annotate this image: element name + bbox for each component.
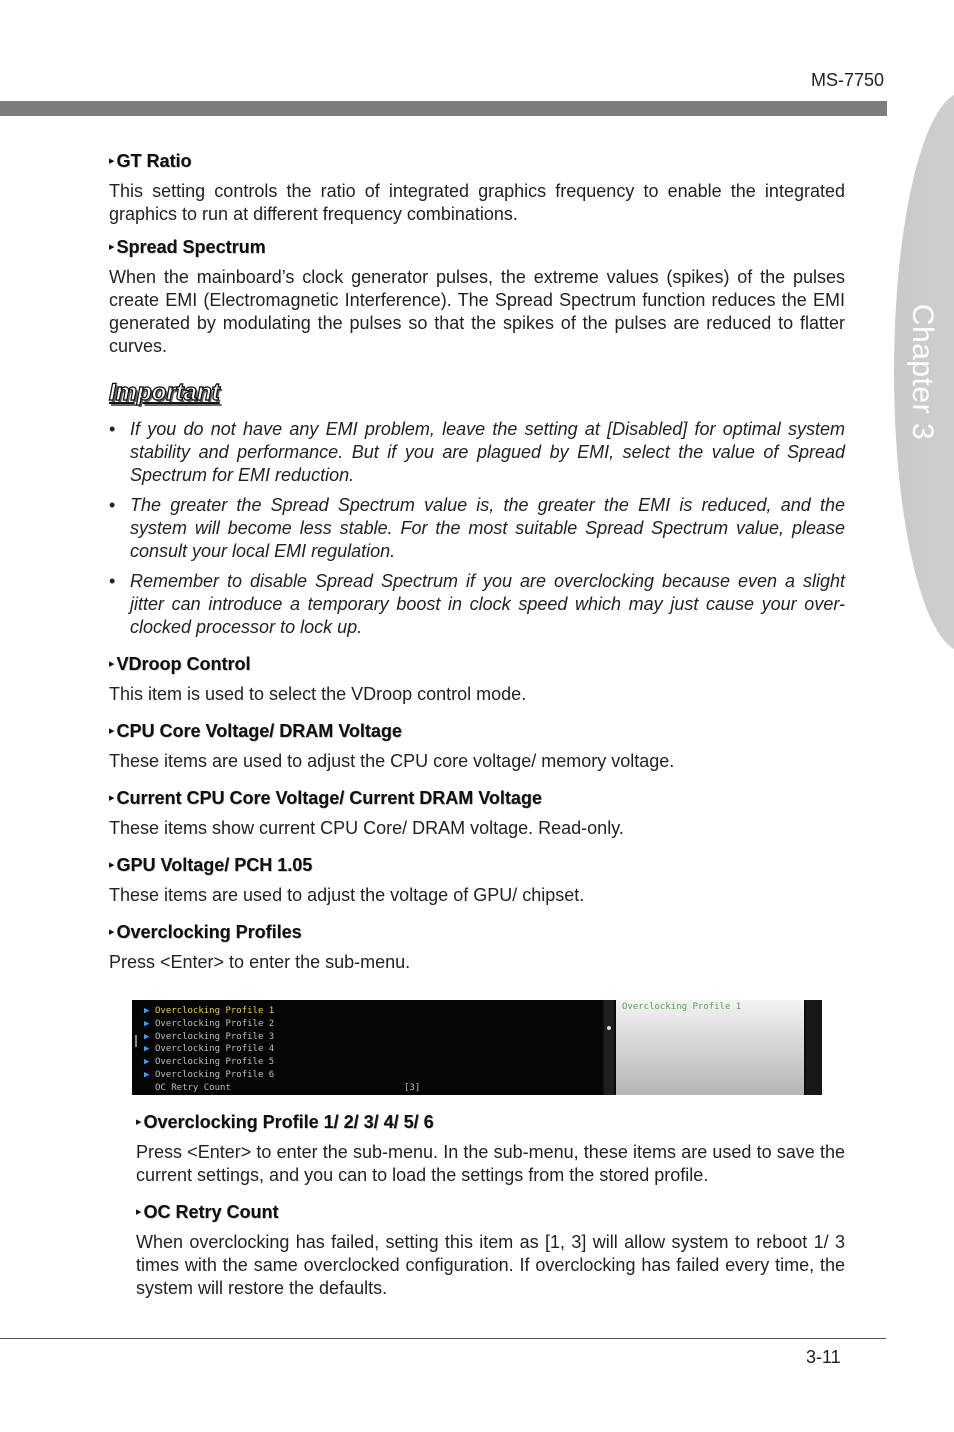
bios-menu-item[interactable] xyxy=(144,1069,274,1082)
header-bar xyxy=(0,101,887,116)
section-heading xyxy=(109,787,845,813)
triangle-icon: ▸ xyxy=(136,1206,142,1218)
section-body: These items show current CPU Core/ DRAM voltage. Read-only. xyxy=(109,818,624,838)
bios-menu-item[interactable] xyxy=(144,1043,274,1056)
section-gpu-voltage xyxy=(109,854,845,907)
page-number: 3-11 xyxy=(806,1347,841,1367)
note-item xyxy=(109,570,845,639)
bios-help-scrollbar[interactable] xyxy=(806,1000,822,1095)
bios-menu-list xyxy=(144,1005,421,1095)
note-text: The greater the Spread Spectrum value is, the greater the EMI is reduced, and the system will become less stable. For the most suitable Spread Spectrum value, please consult your local EMI regulation. xyxy=(130,495,845,561)
section-title: VDroop Control xyxy=(116,654,251,674)
bios-help-panel xyxy=(616,1000,804,1095)
bios-menu-item[interactable] xyxy=(144,1031,274,1044)
model-number: MS-7750 xyxy=(810,70,884,90)
bios-menu-label: OC Retry Count xyxy=(155,1082,231,1093)
bios-menu-item[interactable] xyxy=(144,1056,274,1069)
section-heading xyxy=(109,720,845,746)
bios-menu-label: Overclocking Profile 3 xyxy=(155,1031,275,1042)
play-arrow-icon: ▶ xyxy=(144,1006,150,1016)
sub-sections xyxy=(136,1111,845,1300)
section-body: These items are used to adjust the CPU core voltage/ memory voltage. xyxy=(109,751,675,771)
important-notes xyxy=(109,418,845,639)
triangle-icon: ▸ xyxy=(109,725,115,737)
section-body: Press <Enter> to enter the sub-menu. xyxy=(109,952,411,972)
bios-menu-item[interactable] xyxy=(144,1018,274,1031)
section-title: Spread Spectrum xyxy=(116,237,266,257)
section-title: Current CPU Core Voltage/ Current DRAM Voltage xyxy=(116,788,542,808)
bios-menu-value: [3] xyxy=(404,1082,421,1093)
section-body: When the mainboard’s clock generator pulses, the extreme values (spikes) of the pulses create EMI (Electromagnetic Interference). The Spread Spectrum function reduces the EMI generated by modulating the pulses so that the spikes of the pulses are reduced to flatter curves. xyxy=(109,267,845,356)
section-body: When overclocking has failed, setting this item as [1, 3] will allow system to reboot 1/ 3 times with the same overclocked configuration. If overclocking has failed every time, the system will restore the defaults. xyxy=(136,1232,845,1298)
bullet-icon: • xyxy=(109,495,116,515)
scroll-thumb-icon xyxy=(607,1026,611,1030)
section-heading xyxy=(136,1111,845,1137)
play-arrow-icon: ▶ xyxy=(144,1018,150,1029)
bios-menu-label: Overclocking Profile 5 xyxy=(155,1057,275,1068)
triangle-icon: ▸ xyxy=(109,792,115,804)
section-overclocking-profile-1-6 xyxy=(136,1111,845,1187)
page-content xyxy=(109,150,845,1310)
bios-scrollbar[interactable] xyxy=(604,1000,614,1095)
bios-menu-item[interactable] xyxy=(144,1082,421,1095)
bios-menu-label: Overclocking Profile 1 xyxy=(155,1006,275,1016)
section-body: This item is used to select the VDroop control mode. xyxy=(109,684,527,704)
section-heading xyxy=(136,1201,845,1227)
section-title: GT Ratio xyxy=(116,151,192,171)
bios-screenshot xyxy=(132,1000,822,1095)
section-title: GPU Voltage/ PCH 1.05 xyxy=(116,855,313,875)
section-vdroop-control xyxy=(109,653,845,706)
section-oc-retry-count xyxy=(136,1201,845,1300)
play-arrow-icon: ▶ xyxy=(144,1031,150,1042)
note-text: Remember to disable Spread Spectrum if you are overclocking because even a slight jitter can introduce a temporary boost in clock speed which may just cause your over-clocked processor to lock up. xyxy=(130,571,845,637)
bios-menu-panel xyxy=(132,1000,602,1095)
section-heading xyxy=(109,854,845,880)
section-gt-ratio xyxy=(109,150,845,226)
bios-edge-mark xyxy=(135,1035,137,1047)
section-heading xyxy=(109,236,845,262)
important-heading: Important xyxy=(109,379,220,406)
section-spread-spectrum xyxy=(109,236,845,358)
note-item xyxy=(109,418,845,487)
bios-help-title: Overclocking Profile 1 xyxy=(622,1002,742,1012)
section-heading xyxy=(109,150,845,176)
section-body: These items are used to adjust the voltage of GPU/ chipset. xyxy=(109,885,585,905)
bullet-icon: • xyxy=(109,571,116,591)
chapter-label: Chapter 3 xyxy=(906,303,939,441)
triangle-icon: ▸ xyxy=(109,241,115,253)
triangle-icon: ▸ xyxy=(136,1116,142,1128)
section-cpu-dram-voltage xyxy=(109,720,845,773)
section-current-voltage xyxy=(109,787,845,840)
section-title: CPU Core Voltage/ DRAM Voltage xyxy=(116,721,402,741)
bios-menu-label: Overclocking Profile 2 xyxy=(155,1018,275,1029)
bullet-icon: • xyxy=(109,419,116,439)
section-title: Overclocking Profiles xyxy=(116,922,302,942)
bios-menu-label: Overclocking Profile 6 xyxy=(155,1069,275,1080)
footer-rule xyxy=(0,1338,886,1339)
note-item xyxy=(109,494,845,563)
triangle-icon: ▸ xyxy=(109,859,115,871)
play-arrow-icon: ▶ xyxy=(144,1069,150,1080)
section-body: Press <Enter> to enter the sub-menu. In the sub-menu, these items are used to save the current settings, and you can to load the settings from the stored profile. xyxy=(136,1142,845,1185)
triangle-icon: ▸ xyxy=(109,155,115,167)
play-arrow-icon: ▶ xyxy=(144,1044,150,1055)
section-body: This setting controls the ratio of integrated graphics frequency to enable the integrated graphics to run at different frequency combinations. xyxy=(109,181,845,224)
play-arrow-icon: ▶ xyxy=(144,1057,150,1068)
section-heading xyxy=(109,921,845,947)
bios-menu-label: Overclocking Profile 4 xyxy=(155,1044,275,1055)
section-overclocking-profiles xyxy=(109,921,845,974)
triangle-icon: ▸ xyxy=(109,926,115,938)
bios-menu-item[interactable] xyxy=(144,1005,274,1018)
section-title: OC Retry Count xyxy=(143,1202,279,1222)
section-heading xyxy=(109,653,845,679)
section-title: Overclocking Profile 1/ 2/ 3/ 4/ 5/ 6 xyxy=(143,1112,434,1132)
note-text: If you do not have any EMI problem, leave the setting at [Disabled] for optimal system stability and performance. But if you are plagued by EMI, select the value of Spread Spectrum for EMI reduction. xyxy=(130,419,845,485)
triangle-icon: ▸ xyxy=(109,658,115,670)
